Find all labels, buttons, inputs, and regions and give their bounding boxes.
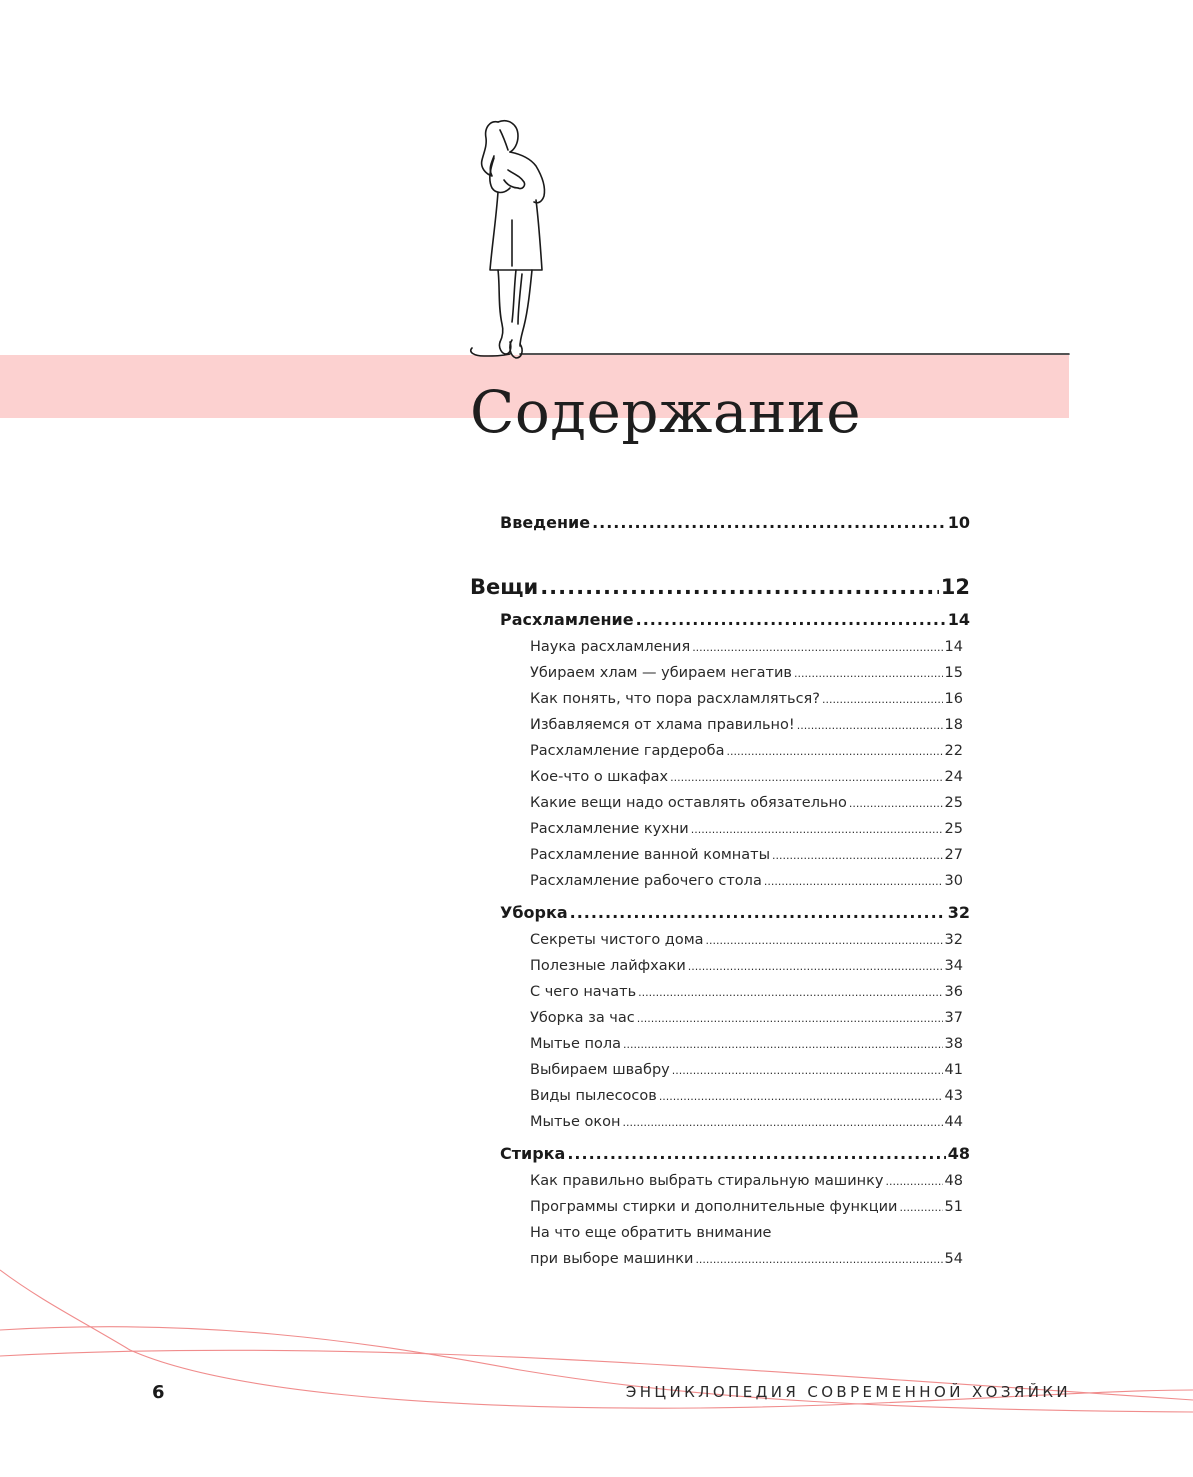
toc-leader <box>764 869 943 894</box>
toc-item-label: Избавляемся от хлама правильно! <box>530 717 795 733</box>
toc-item <box>470 1057 963 1083</box>
toc-item-label: Уборка за час <box>530 1010 635 1026</box>
toc-item-page: 24 <box>944 769 963 785</box>
toc-item-page: 27 <box>944 847 963 863</box>
toc-item-page: 30 <box>944 873 963 889</box>
page-number: 6 <box>152 1382 165 1403</box>
toc-leader <box>636 605 946 634</box>
toc-item <box>470 1168 963 1194</box>
toc-item <box>470 1031 963 1057</box>
toc-leader <box>772 843 943 868</box>
toc-item-page: 43 <box>944 1088 963 1104</box>
toc-item <box>470 927 963 953</box>
decorative-waves <box>0 1260 1193 1477</box>
page-title: Содержание <box>470 378 862 446</box>
toc-item-page: 14 <box>944 639 963 655</box>
toc-leader <box>623 1032 943 1057</box>
toc-item <box>470 686 963 712</box>
toc-leader <box>691 817 943 842</box>
toc-item-page: 37 <box>944 1010 963 1026</box>
toc-item <box>470 979 963 1005</box>
toc-item <box>470 816 963 842</box>
toc-section <box>470 1139 970 1168</box>
toc-item-label: Убираем хлам — убираем негатив <box>530 665 792 681</box>
woman-line-drawing-icon <box>468 110 1071 370</box>
running-head: ЭНЦИКЛОПЕДИЯ СОВРЕМЕННОЙ ХОЗЯЙКИ <box>625 1383 1071 1401</box>
toc-leader <box>659 1084 943 1109</box>
toc-leader <box>695 1247 942 1272</box>
toc-item-label: Расхламление ванной комнаты <box>530 847 771 863</box>
toc-section <box>470 898 970 927</box>
toc-item-page: 25 <box>944 821 963 837</box>
toc-part-label: Вещи <box>470 575 539 599</box>
toc-item-page: 41 <box>944 1062 963 1078</box>
toc-item-label: Виды пылесосов <box>530 1088 657 1104</box>
toc-leader <box>899 1195 942 1220</box>
toc-item-label: Наука расхламления <box>530 639 691 655</box>
table-of-contents <box>470 508 970 1272</box>
toc-item-label: Выбираем швабру <box>530 1062 670 1078</box>
toc-part <box>470 569 970 605</box>
toc-item <box>470 712 963 738</box>
toc-leader <box>592 508 946 537</box>
toc-section-page: 14 <box>947 610 970 629</box>
toc-item <box>470 1083 963 1109</box>
toc-leader <box>797 713 943 738</box>
toc-item-page: 15 <box>944 665 963 681</box>
toc-item-page: 18 <box>944 717 963 733</box>
toc-item <box>470 634 963 660</box>
toc-item <box>470 764 963 790</box>
toc-item-label: Расхламление гардероба <box>530 743 725 759</box>
toc-section-label: Уборка <box>500 903 568 922</box>
toc-item-label: Секреты чистого дома <box>530 932 704 948</box>
toc-item-label: Расхламление кухни <box>530 821 689 837</box>
toc-leader <box>540 569 939 605</box>
toc-section-label: Стирка <box>500 1144 566 1163</box>
toc-leader <box>822 687 943 712</box>
toc-leader <box>638 980 942 1005</box>
toc-leader <box>692 635 942 660</box>
toc-item <box>470 1109 963 1135</box>
toc-part-page: 12 <box>940 575 970 599</box>
toc-item-page: 38 <box>944 1036 963 1052</box>
toc-leader <box>726 739 942 764</box>
toc-item-label: Расхламление рабочего стола <box>530 873 762 889</box>
toc-leader <box>637 1006 943 1031</box>
toc-item-page: 34 <box>944 958 963 974</box>
toc-item-page: 16 <box>944 691 963 707</box>
toc-leader <box>570 898 946 927</box>
toc-item <box>470 1246 963 1272</box>
toc-leader <box>567 1139 945 1168</box>
toc-item <box>470 953 963 979</box>
toc-leader <box>688 954 943 979</box>
toc-item-label: Как понять, что пора расхламляться? <box>530 691 820 707</box>
toc-item-page: 54 <box>944 1251 963 1267</box>
toc-leader <box>849 791 943 816</box>
toc-item-page: 32 <box>944 932 963 948</box>
toc-item-line1: На что еще обратить внимание <box>530 1225 772 1241</box>
toc-item <box>470 868 963 894</box>
toc-item-page: 36 <box>944 984 963 1000</box>
toc-item <box>470 1005 963 1031</box>
toc-item <box>470 1194 963 1220</box>
toc-leader <box>706 928 943 953</box>
toc-section <box>470 605 970 634</box>
toc-intro-page: 10 <box>947 513 970 532</box>
toc-item-page: 51 <box>944 1199 963 1215</box>
toc-item-page: 44 <box>944 1114 963 1130</box>
toc-item-page: 25 <box>944 795 963 811</box>
toc-item <box>470 790 963 816</box>
toc-intro <box>470 508 970 537</box>
toc-leader <box>672 1058 943 1083</box>
toc-item-label: Как правильно выбрать стиральную машинку <box>530 1173 884 1189</box>
toc-leader <box>885 1169 942 1194</box>
toc-item-label: С чего начать <box>530 984 637 1000</box>
toc-item-label: Полезные лайфхаки <box>530 958 686 974</box>
toc-item-label: Мытье окон <box>530 1114 621 1130</box>
toc-section-page: 48 <box>947 1144 970 1163</box>
toc-item-page: 22 <box>944 743 963 759</box>
toc-item <box>470 842 963 868</box>
toc-item-label: Мытье пола <box>530 1036 621 1052</box>
toc-item <box>470 660 963 686</box>
toc-intro-label: Введение <box>500 513 591 532</box>
toc-leader <box>794 661 943 686</box>
toc-item <box>470 738 963 764</box>
toc-item-page: 48 <box>944 1173 963 1189</box>
toc-item-label: Кое-что о шкафах <box>530 769 669 785</box>
toc-item-label: при выборе машинки <box>530 1251 694 1267</box>
toc-leader <box>622 1110 942 1135</box>
toc-item-label: Программы стирки и дополнительные функции <box>530 1199 898 1215</box>
toc-item-label: Какие вещи надо оставлять обязательно <box>530 795 847 811</box>
toc-leader <box>670 765 942 790</box>
toc-section-label: Расхламление <box>500 610 634 629</box>
toc-section-page: 32 <box>947 903 970 922</box>
